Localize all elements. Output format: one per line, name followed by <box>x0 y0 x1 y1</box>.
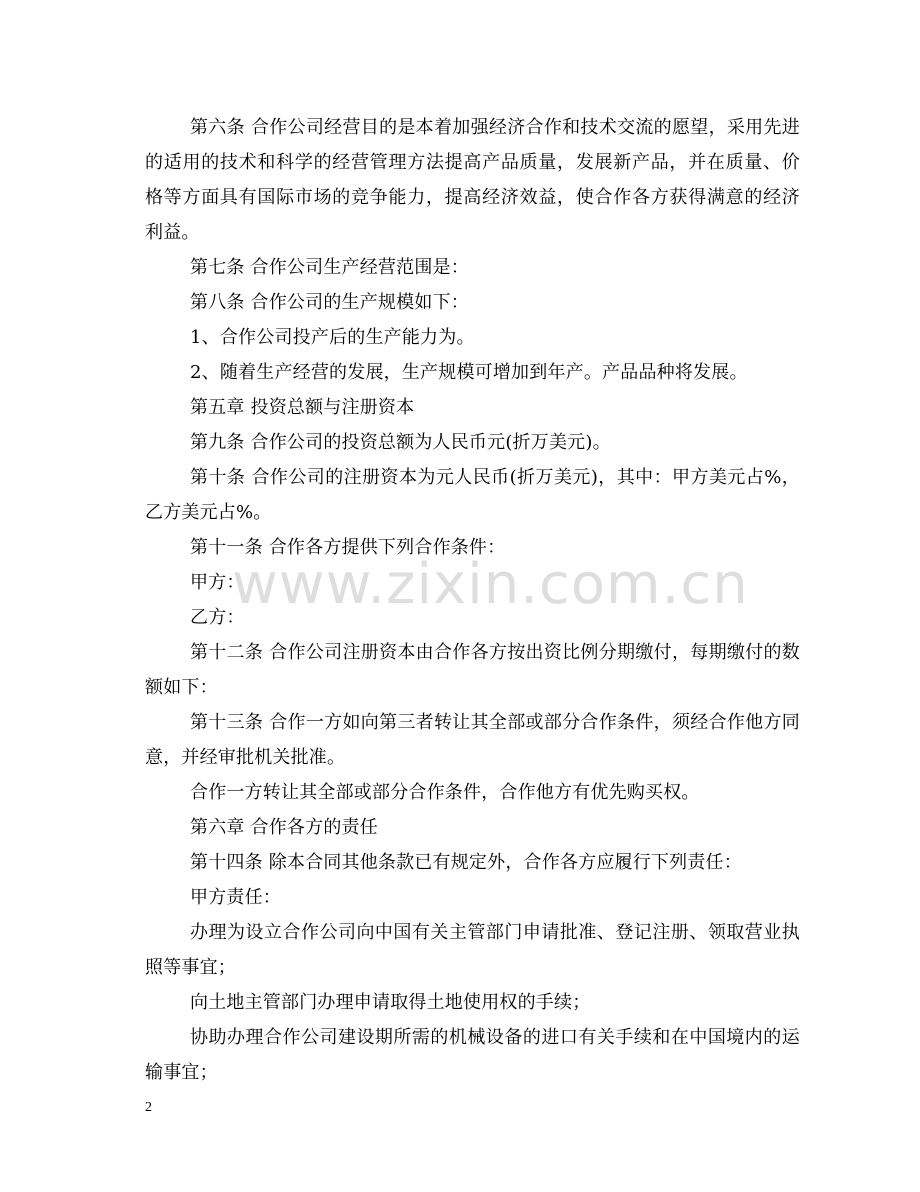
party-a-label: 甲方： <box>190 572 245 593</box>
responsibility-item-registration: 办理为设立合作公司向中国有关主管部门申请批准、登记注册、领取营业执照等事宜； <box>145 922 800 978</box>
responsibility-item-import-transport: 协助办理合作公司建设期所需的机械设备的进口有关手续和在中国境内的运输事宜； <box>145 1027 800 1083</box>
responsibility-item-land-use: 向土地主管部门办理申请取得土地使用权的手续； <box>190 992 591 1013</box>
watermark: www.zixin.com.cn <box>232 552 749 617</box>
list-item-scale-growth: 2、随着生产经营的发展，生产规模可增加到年产。产品品种将发展。 <box>190 362 748 383</box>
party-b-label: 乙方： <box>190 607 245 628</box>
paragraph-article-12: 第十二条 合作公司注册资本由合作各方按出资比例分期缴付，每期缴付的数额如下： <box>145 642 800 698</box>
paragraph-article-7: 第七条 合作公司生产经营范围是： <box>190 257 469 278</box>
paragraph-article-8: 第八条 合作公司的生产规模如下： <box>190 292 469 313</box>
paragraph-article-13: 第十三条 合作一方如向第三者转让其全部或部分合作条件，须经合作他方同意，并经审批机关批准。 <box>145 712 800 768</box>
paragraph-article-14: 第十四条 除本合同其他条款已有规定外，合作各方应履行下列责任： <box>190 852 742 873</box>
paragraph-article-10: 第十条 合作公司的注册资本为元人民币(折万美元)，其中：甲方美元占%，乙方美元占%。 <box>145 467 800 523</box>
chapter-heading-5: 第五章 投资总额与注册资本 <box>190 397 415 418</box>
paragraph-preemption-right: 合作一方转让其全部或部分合作条件，合作他方有优先购买权。 <box>190 782 700 803</box>
paragraph-article-11: 第十一条 合作各方提供下列合作条件： <box>190 537 506 558</box>
page-number: 2 <box>145 1100 152 1115</box>
party-a-responsibility-heading: 甲方责任： <box>190 887 281 908</box>
paragraph-article-9: 第九条 合作公司的投资总额为人民币元(折万美元)。 <box>190 432 611 453</box>
list-item-capacity: 1、合作公司投产后的生产能力为。 <box>190 327 475 348</box>
document-body <box>145 110 800 1090</box>
chapter-heading-6: 第六章 合作各方的责任 <box>190 817 378 838</box>
paragraph-article-6: 第六条 合作公司经营目的是本着加强经济合作和技术交流的愿望，采用先进的适用的技术和科学的经营管理方法提高产品质量，发展新产品，并在质量、价格等方面具有国际市场的竞争能力，提高经济效益，使合作各方获得满意的经济利益。 <box>145 117 800 243</box>
